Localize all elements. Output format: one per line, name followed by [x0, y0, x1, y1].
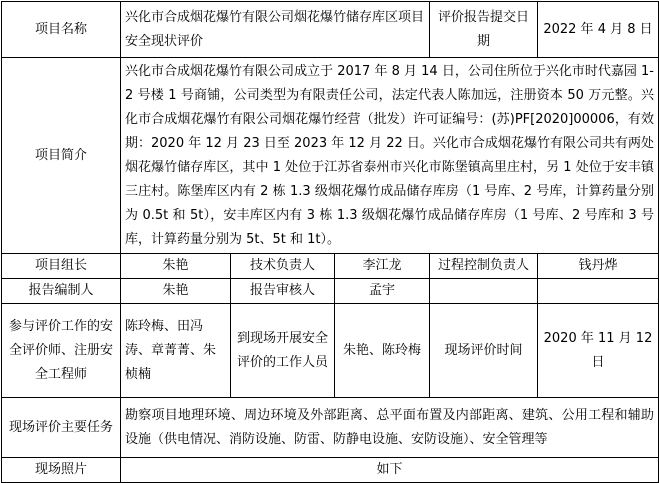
process-control-value: 钱丹烨 [538, 254, 659, 279]
onsite-staff-label: 到现场开展安全评价的工作人员 [231, 304, 335, 398]
row-project-intro [2, 58, 659, 254]
empty-cell-2 [538, 279, 659, 304]
report-reviewer-value: 孟宇 [335, 279, 430, 304]
evaluators-value: 陈玲梅、田冯涛、章菁菁、朱桢楠 [121, 304, 231, 398]
project-intro-text: 兴化市合成烟花爆竹有限公司成立于 2017 年 8 月 14 日，公司住所位于兴化市时代嘉园 1-2 号楼 1 号商铺，公司类型为有限责任公司，法定代表人陈加远，注册资本 50 万元整。兴化市合成烟花爆竹有限公司烟花爆竹经营（批发）许可证编号：(苏)PF[2020]00006，有效期：2020 年 12 月 23 日至 2023 年 12 月 22 日。兴化市合成烟花爆竹有限公司共有两处烟花爆竹储存库区，其中 1 处位于江苏省泰州市兴化市陈堡镇高里庄村，另 1 处位于安丰镇三庄村。陈堡库区内有 2 栋 1.3 级烟花爆竹成品储存库房（1 号库、2 号库，计算药量分别为 0.5t 和 5t），安丰库区内有 3 栋 1.3 级烟花爆竹成品储存库房（1 号库、2 号库和 3 号库，计算药量分别为 5t、5t 和 1t）。 [121, 58, 659, 254]
project-intro-label: 项目简介 [2, 58, 121, 254]
empty-cell-1 [430, 279, 538, 304]
main-tasks-label: 现场评价主要任务 [2, 398, 121, 458]
main-tasks-text: 勘察项目地理环境、周边环境及外部距离、总平面布置及内部距离、建筑、公用工程和辅助设施（供电情况、消防设施、防雷、防静电设施、安防设施）、安全管理等 [121, 398, 659, 458]
row-report-staff [2, 279, 659, 304]
site-photos-label: 现场照片 [2, 458, 121, 483]
onsite-time-value: 2020 年 11 月 12 日 [538, 304, 659, 398]
row-main-tasks [2, 398, 659, 458]
project-info-table [1, 1, 659, 483]
row-site-photos [2, 458, 659, 483]
tech-lead-label: 技术负责人 [231, 254, 335, 279]
tech-lead-value: 李江龙 [335, 254, 430, 279]
row-leaders [2, 254, 659, 279]
report-editor-value: 朱艳 [121, 279, 231, 304]
report-reviewer-label: 报告审核人 [231, 279, 335, 304]
report-date-value: 2022 年 4 月 8 日 [538, 2, 659, 58]
project-name-value: 兴化市合成烟花爆竹有限公司烟花爆竹储存库区项目安全现状评价 [121, 2, 430, 58]
team-leader-value: 朱艳 [121, 254, 231, 279]
onsite-time-label: 现场评价时间 [430, 304, 538, 398]
process-control-label: 过程控制负责人 [430, 254, 538, 279]
row-project-name [2, 2, 659, 58]
onsite-staff-value: 朱艳、陈玲梅 [335, 304, 430, 398]
report-editor-label: 报告编制人 [2, 279, 121, 304]
team-leader-label: 项目组长 [2, 254, 121, 279]
report-date-label: 评价报告提交日期 [430, 2, 538, 58]
project-name-label: 项目名称 [2, 2, 121, 58]
row-evaluators [2, 304, 659, 398]
evaluators-label: 参与评价工作的安全评价师、注册安全工程师 [2, 304, 121, 398]
site-photos-value: 如下 [121, 458, 659, 483]
